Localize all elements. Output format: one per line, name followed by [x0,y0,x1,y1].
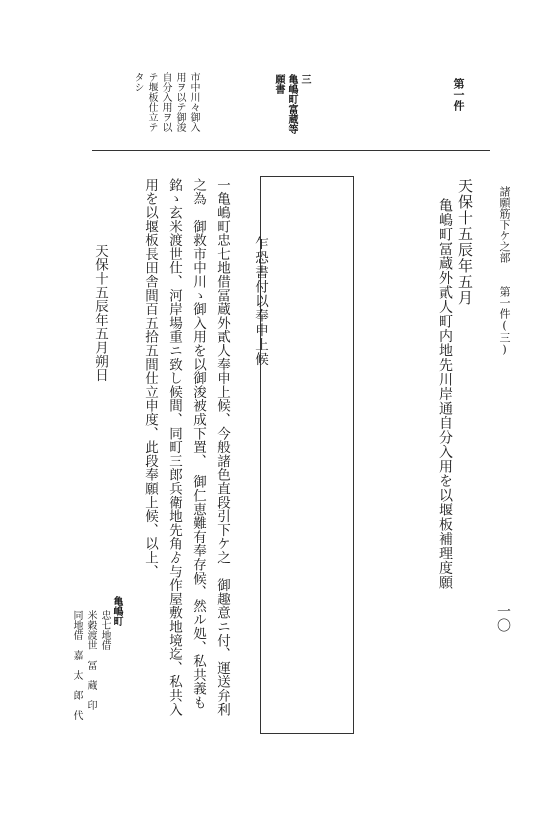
page-number: 一〇 [495,604,511,632]
left-note-line: 市中川々御入 [188,72,199,132]
petition-line: 一亀嶋町忠七地借冨蔵外貳人奉申上候、今般諸色直段引下ケ之 御趣意ニ付、運送弁利 [214,178,230,717]
center-margin-note [262,74,310,144]
center-note-line: 三 [299,74,310,84]
blank-box [260,176,354,734]
left-note-line: タシ [132,72,143,92]
closing-date: 天保十五辰年五月朔日 [92,244,108,382]
left-note-line: テ堰板仕立テ [146,72,157,132]
header-rule [92,150,490,151]
running-header-item: 第一件(三) [498,286,511,356]
signature-town: 亀嶋町 [111,596,122,626]
signature-block [66,596,122,720]
title-subject: 亀嶋町冨蔵外貳人町内地先川岸通自分入用を以堰板補理度願 [437,198,453,590]
petition-line: 之為 御救市中川ゝ御入用を以御浚被成下置、 御仁恵難有奉存候、然ル処、私共義も [190,178,206,710]
petition-heading: 乍恐書付以奉申上候 [252,236,268,367]
left-note-line: 用ヲ以テ御浚 [174,72,185,132]
left-note-line: 自分入用ヲ以 [160,72,171,132]
case-label: 第一件 [452,78,465,111]
center-note-line: 願書 [273,74,284,94]
running-header-section: 諸願筋下ケ之部 [498,186,511,263]
center-note-line: 亀嶋町富蔵等 [286,74,297,134]
left-margin-note [128,72,200,152]
signature-line: 忠七地借 [99,610,110,650]
petition-line: 銘ゝ玄米渡世仕、河岸場重ニ致し候間、同町三郎兵衛地先角ゟ与作屋敷地境迄、私共入 [166,178,182,717]
petition-line: 用を以堰板長田舎間百五拾五間仕立申度、此段奉願上候、以上、 [142,178,158,579]
signature-line: 米穀渡世 冨 蔵 印 [85,610,96,710]
signature-line: 同地借 嘉 太 郎 代 [71,610,82,720]
title-date: 天保十五辰年五月 [456,178,474,306]
